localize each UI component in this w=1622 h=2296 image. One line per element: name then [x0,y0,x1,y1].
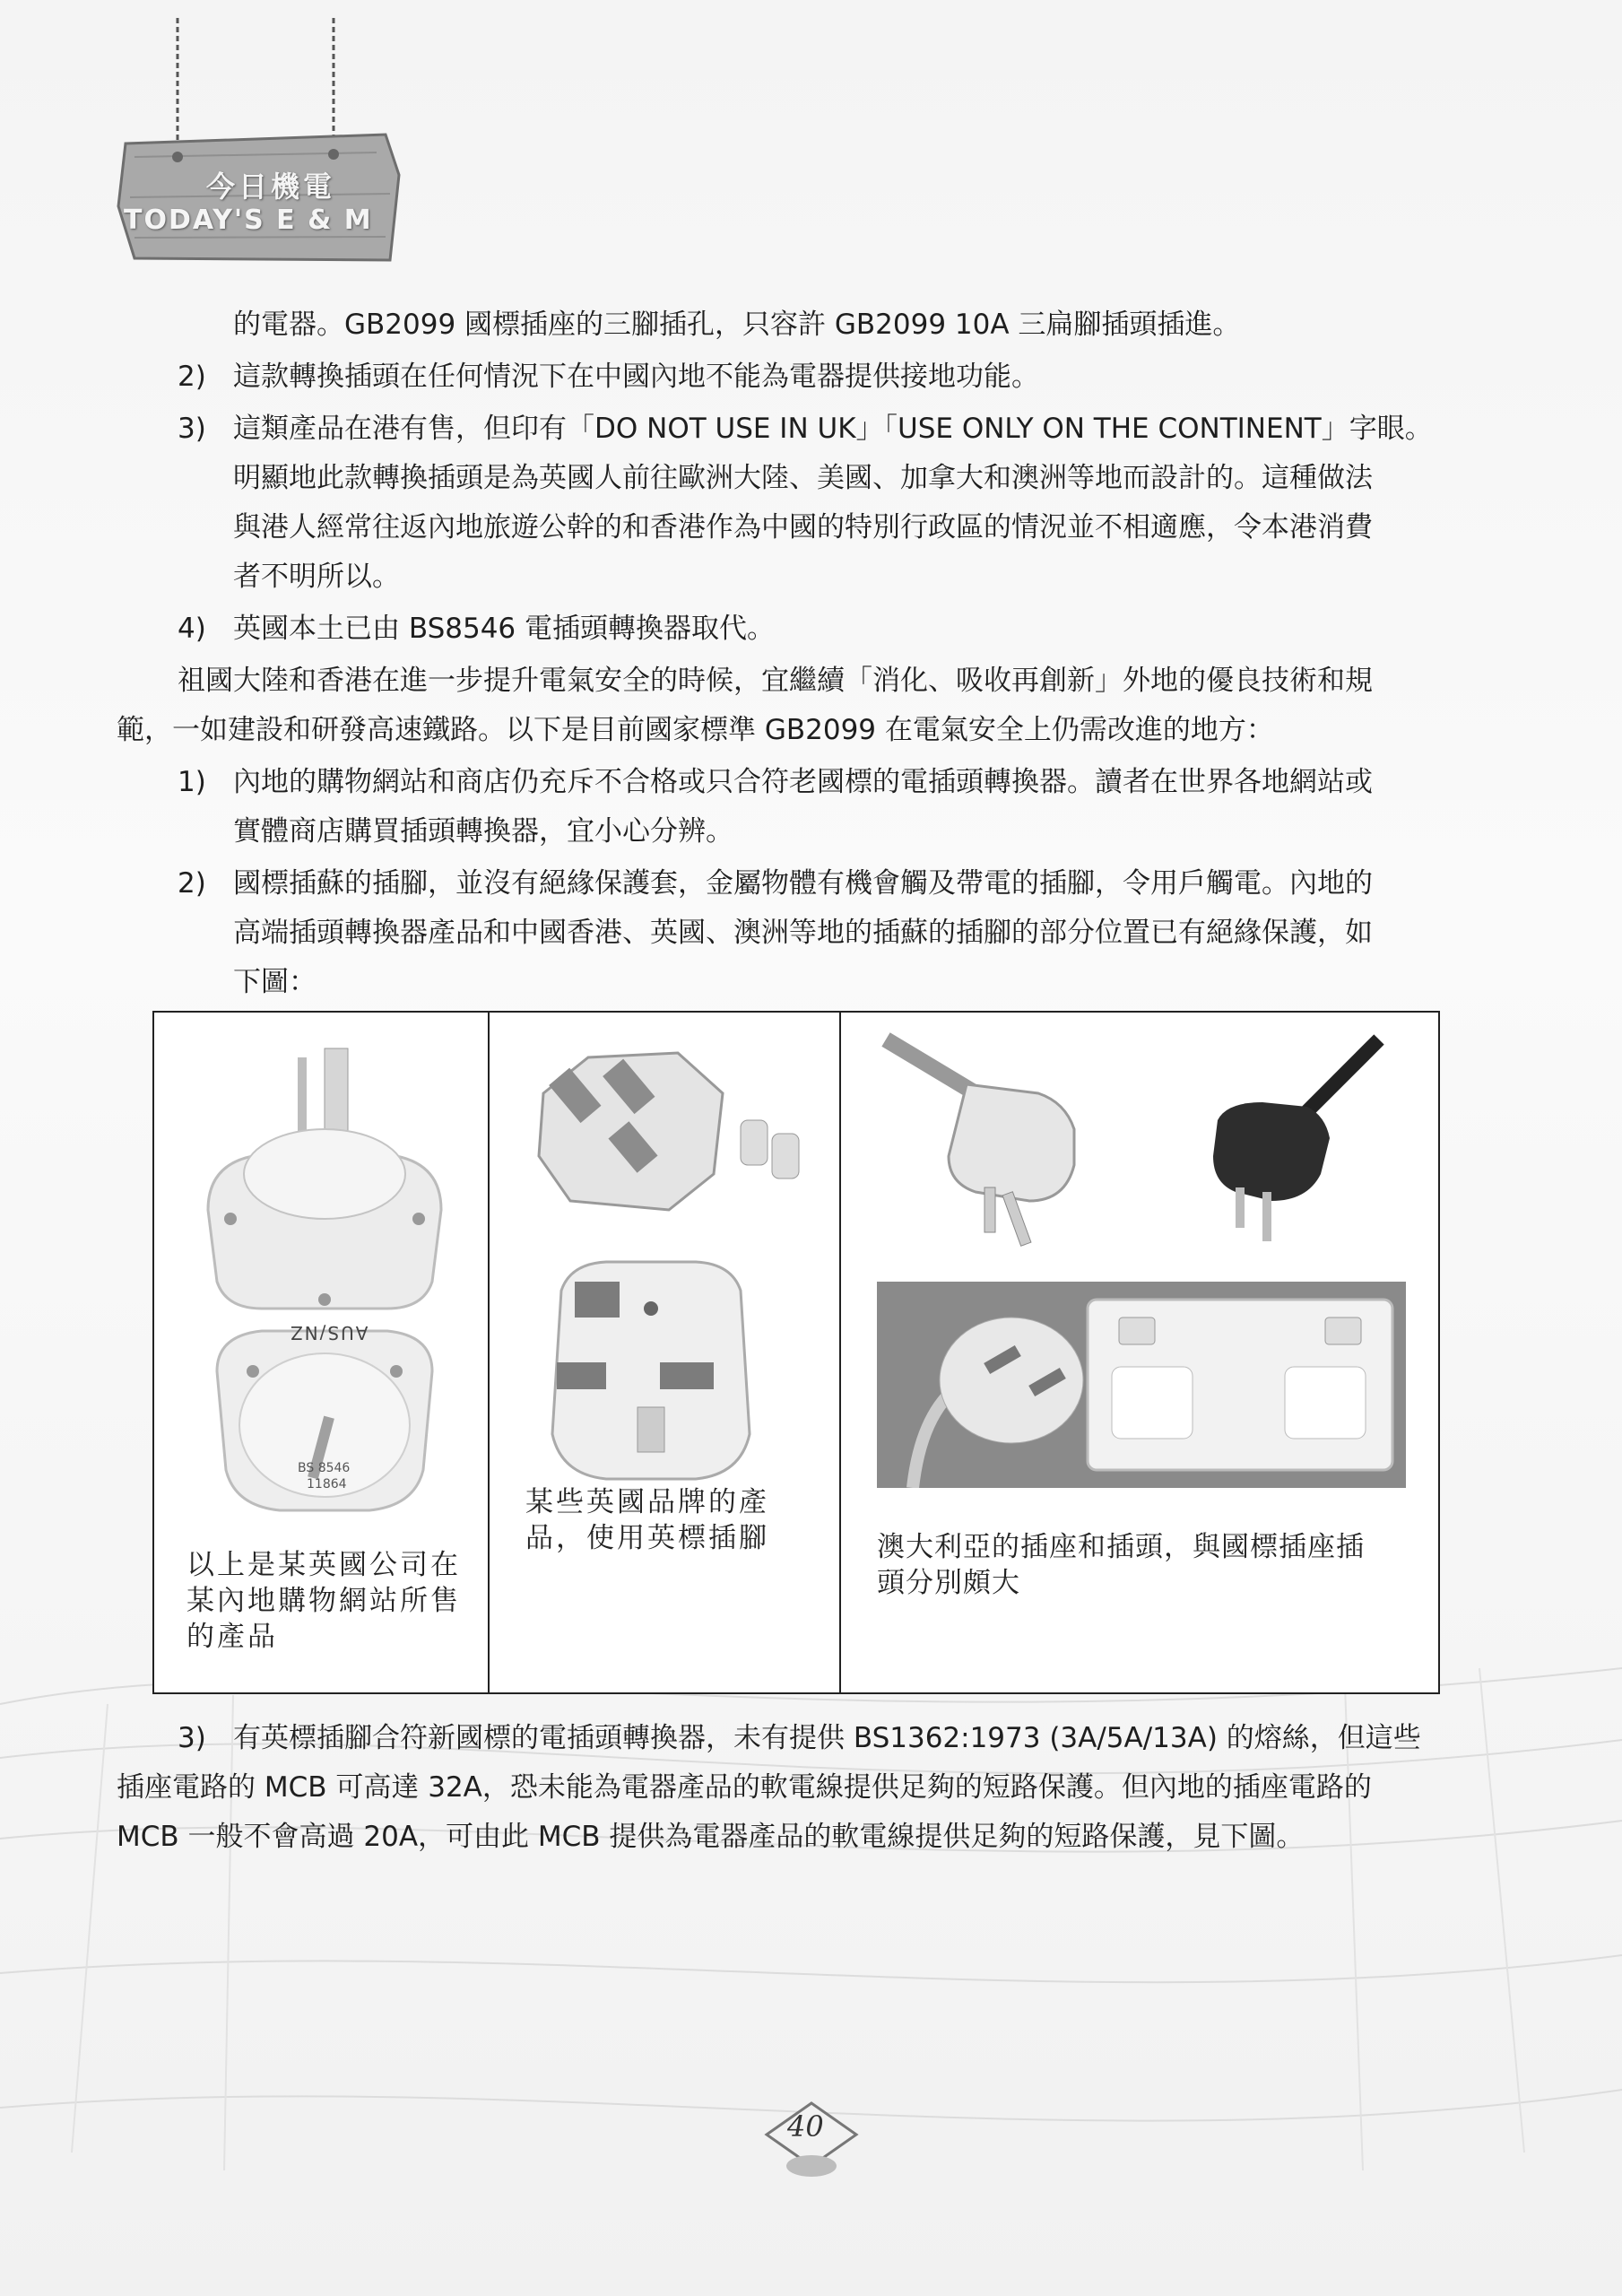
table-cell-uk-plug [490,1013,841,1692]
photo-caption: 以上是某英國公司在 [186,1549,461,1581]
photo-caption: 某些英國品牌的產 [525,1486,769,1518]
list-item-text: 這款轉換插頭在任何情況下在中國內地不能為電器提供接地功能。 [233,361,1039,393]
list-number: 3) [178,1722,206,1754]
header-title-zh: 今日機電 [206,170,336,204]
photo-caption: 品，使用英標插腳 [525,1522,769,1554]
list-item-text: 實體商店購買插頭轉換器，宜小心分辨。 [233,815,733,848]
paragraph-line: 有英標插腳合符新國標的電插頭轉換器，未有提供 BS1362:1973 (3A/5A/13A) 的熔絲，但這些 [233,1722,1421,1754]
list-number: 2) [178,361,206,393]
list-number: 4) [178,613,206,645]
header-sign [99,18,421,278]
list-number: 2) [178,867,206,900]
list-item-text: 內地的購物網站和商店仍充斥不合格或只合符老國標的電插頭轉換器。讀者在世界各地網站或 [233,766,1373,798]
adapter-photo-bottom [190,1318,459,1524]
header-title-en: TODAY'S E & M [124,204,373,236]
paragraph-line: 插座電路的 MCB 可高達 32A，恐未能為電器產品的軟電線提供足夠的短路保護。但內地的插座電路的 [117,1771,1372,1804]
photo-caption: 某內地購物網站所售 [186,1585,461,1617]
paragraph-line: 範，一如建設和研發高速鐵路。以下是目前國家標準 GB2099 在電氣安全上仍需改進的地方： [117,714,1274,746]
photo-caption: 頭分別頗大 [877,1567,1020,1599]
list-item-text: 與港人經常往返內地旅遊公幹的和香港作為中國的特別行政區的情況並不相適應，令本港消費 [233,511,1373,544]
list-number: 1) [178,766,206,798]
paragraph-line: 的電器。GB2099 國標插座的三腳插孔，只容許 GB2099 10A 三扁腳插頭插進。 [233,309,1241,341]
photo-table [152,1011,1440,1694]
australian-socket-photo [877,1282,1406,1488]
australian-plugs-photo [877,1031,1415,1264]
list-number: 3) [178,413,206,445]
list-item-text: 明顯地此款轉換插頭是為英國人前往歐洲大陸、美國、加拿大和澳洲等地而設計的。這種做法 [233,462,1373,494]
paragraph-line: MCB 一般不會高過 20A，可由此 MCB 提供為電器產品的軟電線提供足夠的短路保護，見下圖。 [117,1821,1305,1853]
adapter-label: BS 8546 [298,1461,351,1475]
paragraph-line: 祖國大陸和香港在進一步提升電氣安全的時候，宜繼續「消化、吸收再創新」外地的優良技術和規 [178,665,1373,697]
list-item-text: 高端插頭轉換器產品和中國香港、英國、澳洲等地的插蘇的插腳的部分位置已有絕緣保護，如 [233,917,1373,949]
list-item-text: 者不明所以。 [233,561,400,593]
uk-plug-face-photo [534,1255,768,1488]
list-item-text: 下圖： [233,966,317,998]
adapter-label: AUS/NZ [289,1322,369,1344]
uk-plug-photo [534,1039,812,1219]
list-item-text: 這類產品在港有售，但印有「DO NOT USE IN UK」「USE ONLY ON THE CONTINENT」字眼。 [233,413,1433,445]
list-item-text: 國標插蘇的插腳，並沒有絕緣保護套，金屬物體有機會觸及帶電的插腳，令用戶觸電。內地的 [233,867,1373,900]
page-number: 40 [787,2109,824,2144]
table-cell-uk-adapter [154,1013,490,1692]
list-item-text: 英國本土已由 BS8546 電插頭轉換器取代。 [233,613,775,645]
table-cell-au-plug [841,1013,1438,1692]
photo-caption: 澳大利亞的插座和插頭，與國標插座插 [877,1531,1365,1563]
photo-caption: 的產品 [186,1621,278,1653]
adapter-label: 11864 [307,1477,347,1492]
